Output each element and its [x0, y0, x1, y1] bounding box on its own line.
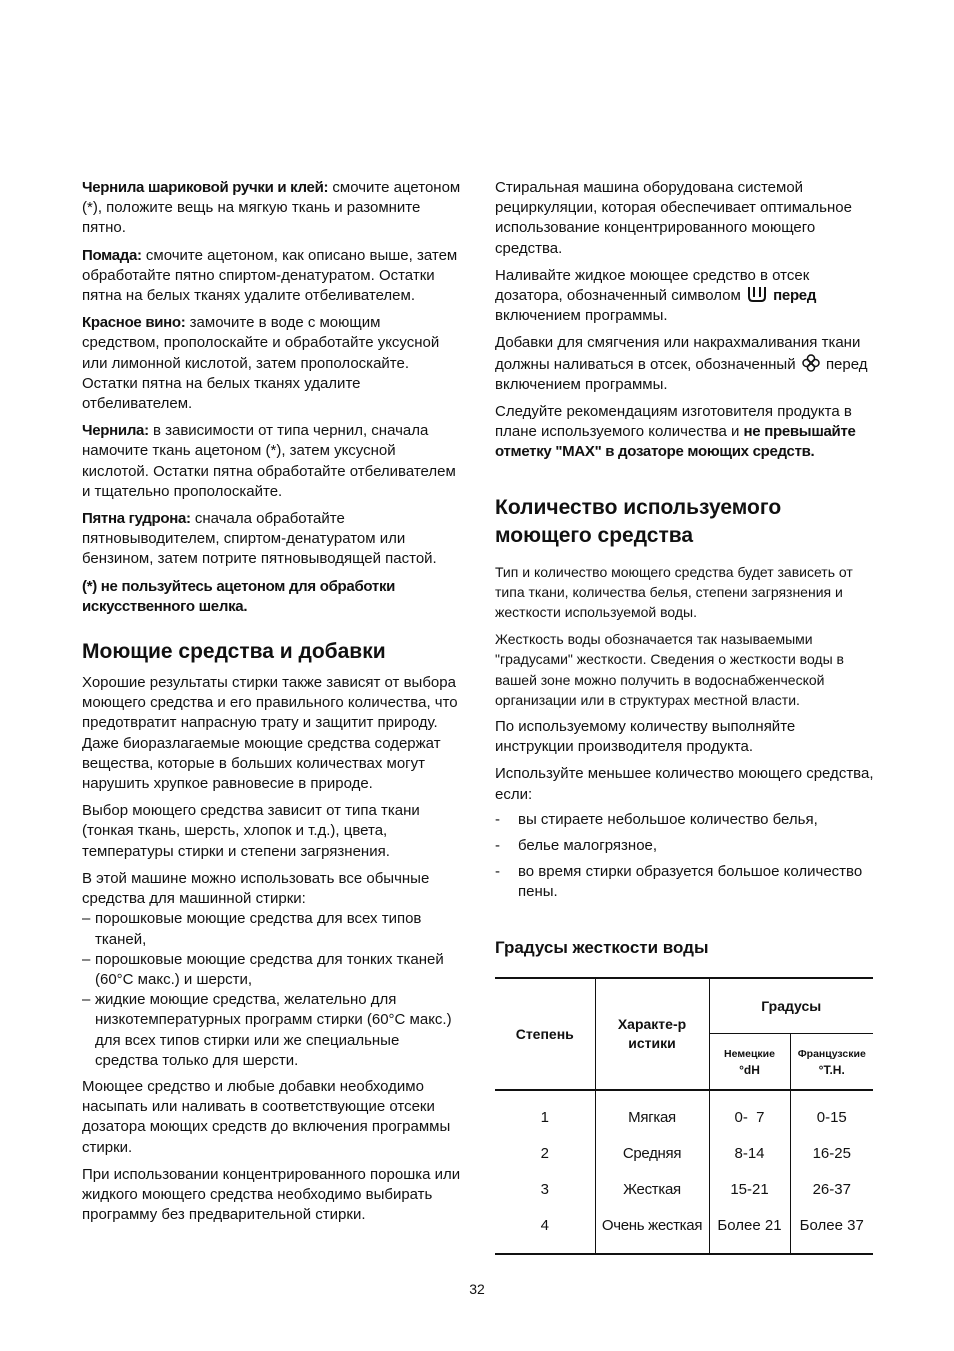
text-bold: не превышайте отметку "MAX" в дозаторе моющих средств. — [495, 423, 856, 461]
paragraph: Жесткость воды обозначается так называемыми "градусами" жесткости. Сведения о жесткости воды в вашей зоне можно получить в водоснабженческой организации или в структурах местной власти. — [495, 631, 844, 708]
table-row — [495, 1090, 873, 1136]
water-hardness-table — [495, 977, 873, 1255]
paragraph: Тип и количество моющего средства будет зависеть от типа ткани, количества белья, степени загрязнения и жесткости используемой воды. — [495, 563, 853, 621]
table-row — [495, 1172, 873, 1208]
text: Наливайте жидкое моющее средство в отсек дозатора, обозначенный символом — [495, 266, 810, 305]
softener-flower-icon — [802, 354, 820, 372]
cell-characteristic: Мягкая — [595, 1090, 709, 1136]
stain-text: сначала обработайте пятновыводителем, спиртом-денатуратом или бензином, затем потрите пятновыводящей пастой. — [82, 510, 437, 568]
stain-ballpoint — [82, 178, 462, 239]
table-row — [495, 1136, 873, 1172]
col-characteristics-header — [595, 978, 709, 1090]
cell-german: 15-21 — [709, 1172, 790, 1208]
stain-text: в зависимости от типа чернил, сначала намочите ткань ацетоном (*), затем уксусной кислотой. Остатки пятна обработайте отбеливателем и тщательно прополоскайте. — [82, 422, 456, 500]
cell-german: 0- 7 — [709, 1090, 790, 1136]
paragraph-liquid-detergent — [495, 266, 875, 327]
subheading-water-hardness: Градусы жесткости воды — [495, 937, 709, 957]
col-french-header — [790, 1033, 873, 1090]
cell-level: 4 — [540, 1217, 549, 1235]
paragraph-softener — [495, 333, 875, 395]
stain-text: смочите ацетоном, как описано выше, затем обработайте пятно спиртом-денатуратом. Остатки пятна на белых тканях удалите отбеливателем. — [82, 246, 458, 305]
stain-tar — [82, 509, 462, 570]
text: включением программы. — [495, 307, 668, 325]
stain-label: Красное вино: — [82, 314, 186, 332]
acetone-note: (*) не пользуйтесь ацетоном для обработки искусственного шелка. — [82, 577, 396, 615]
stain-text: смочите ацетоном (*), положите вещь на мягкую ткань и разомните пятно. — [82, 179, 461, 237]
paragraph: Моющее средство и любые добавки необходимо насыпать или наливать в соответствующие отсеки дозатора моющих средств до включения программы стирки. — [82, 1077, 451, 1156]
col-level-header: Степень — [495, 978, 595, 1090]
stain-label: Помада: — [82, 246, 142, 264]
paragraph: При использовании концентрированного порошка или жидкого моющего средства необходимо выбирать программу без предварительной стирки. — [82, 1165, 461, 1224]
page-number: 32 — [469, 1281, 485, 1297]
col-german-label: Немецкие — [724, 1047, 775, 1060]
bullet-item: - вы стираете небольшое количество белья, — [495, 810, 875, 830]
list-item: – жидкие моющие средства, желательно для низкотемпературных программ стирки (60°C макс.) для всех типов стирки или же специальные средства только для шерсти. — [82, 990, 462, 1071]
col-degrees-header: Градусы — [709, 978, 873, 1034]
right-column — [495, 178, 875, 1255]
paragraph: Используйте меньшее количество моющего средства, если: — [495, 765, 874, 803]
cell-german: 8-14 — [709, 1136, 790, 1172]
bullet-item: - белье малогрязное, — [495, 836, 875, 856]
paragraph: В этой машине можно использовать все обычные средства для машинной стирки: — [82, 869, 430, 908]
cell-french: 0-15 — [790, 1090, 873, 1136]
stain-text: замочите в воде с моющим средством, прополоскайте и обработайте уксусной или лимонной кислотой, затем прополоскайте. Остатки пятна на белых тканях удалите отбеливателем. — [82, 314, 440, 413]
text-bold: перед — [773, 287, 817, 305]
text: Следуйте рекомендациям изготовителя продукта в плане используемого количества и — [495, 403, 852, 441]
stain-ink — [82, 421, 462, 502]
paragraph: Хорошие результаты стирки также зависят от выбора моющего средства и его правильного количества, что предотвратит напрасную трату и защитит природу. Даже биоразлагаемые моющие средства содержат вещества, которые в больших количествах могут нарушить хрупкое равновесие в природе. — [82, 674, 458, 793]
cell-characteristic: Очень жесткая — [595, 1208, 709, 1254]
cell-french: 26-37 — [790, 1172, 873, 1208]
cell-german: Более 21 — [709, 1208, 790, 1254]
section-heading-detergents: Моющие средства и добавки — [82, 640, 386, 664]
paragraph-max — [495, 402, 875, 463]
cell-characteristic: Средняя — [595, 1136, 709, 1172]
col-french-unit: °T.H. — [818, 1062, 845, 1077]
col-characteristics-label: Характе-ристики — [617, 1015, 687, 1051]
col-german-unit: °dH — [739, 1062, 760, 1077]
paragraph: По используемому количеству выполняйте инструкции производителя продукта. — [495, 718, 796, 756]
stain-label: Пятна гудрона: — [82, 510, 191, 528]
stain-label: Чернила шариковой ручки и клей: — [82, 179, 329, 196]
cell-french: 16-25 — [790, 1136, 873, 1172]
cell-level: 3 — [540, 1181, 549, 1199]
col-french-label: Французские — [797, 1047, 866, 1060]
stain-lipstick — [82, 246, 462, 307]
cell-french: Более 37 — [790, 1208, 873, 1254]
cell-characteristic: Жесткая — [595, 1172, 709, 1208]
detergent-compartment-icon — [747, 286, 767, 303]
text: Добавки для смягчения или накрахмаливания ткани должны наливаться в отсек, обозначенный — [495, 334, 861, 373]
paragraph: Выбор моющего средства зависит от типа ткани (тонкая ткань, шерсть, хлопок и т.д.), цвета, температуры стирки и степени загрязнения. — [82, 802, 420, 860]
cell-level: 1 — [540, 1109, 549, 1127]
col-german-header — [709, 1033, 790, 1090]
paragraph: Стиральная машина оборудована системой рециркуляции, которая обеспечивает оптимальное использование концентрированного моющего средства. — [495, 179, 852, 257]
list-item: – порошковые моющие средства для тонких тканей (60°C макс.) и шерсти, — [82, 950, 462, 990]
stain-label: Чернила: — [82, 422, 149, 440]
text: перед включением программы. — [495, 355, 868, 393]
stain-red-wine — [82, 313, 462, 414]
cell-level: 2 — [540, 1145, 549, 1163]
section-heading-quantity: Количество используемого моющего средства — [495, 495, 782, 547]
list-item: – порошковые моющие средства для всех типов тканей, — [82, 909, 462, 949]
table-row — [495, 1208, 873, 1254]
bullet-item: - во время стирки образуется большое количество пены. — [495, 862, 875, 902]
left-column — [82, 178, 462, 1232]
